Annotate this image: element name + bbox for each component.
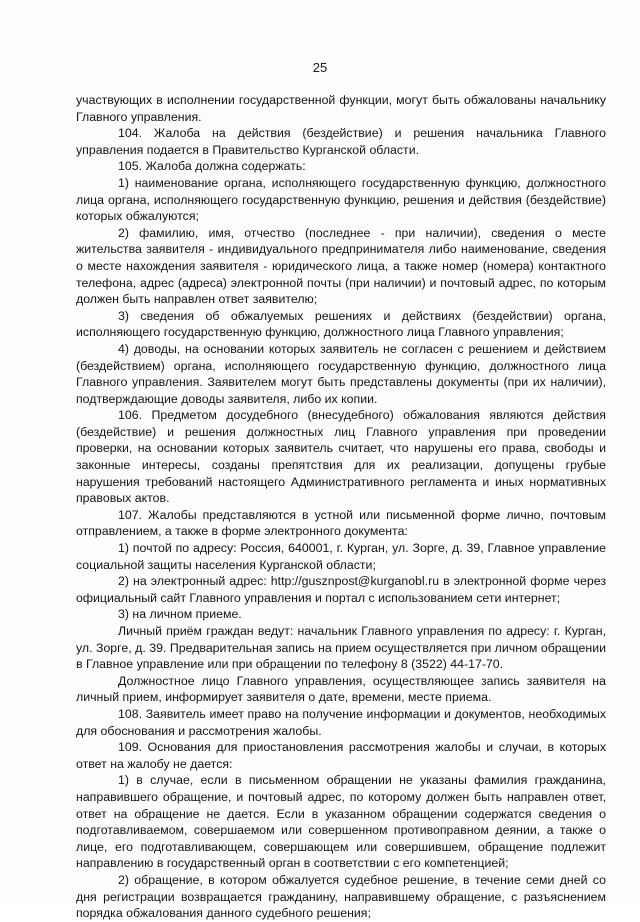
- paragraph-109-item-2: 2) обращение, в котором обжалуется судебное решение, в течение семи дней со дня регистрации возвращается гражданину, направившему обращение, с разъяснением порядка обжалования данного судебного решения;: [76, 872, 606, 921]
- paragraph-105-item-3: 3) сведения об обжалуемых решениях и действиях (бездействии) органа, исполняющего государственную функцию, должностного лица Главного управления;: [76, 308, 606, 340]
- paragraph-107: 107. Жалобы представляются в устной или письменной форме лично, почтовым отправлением, а также в форме электронного документа:: [76, 507, 606, 539]
- paragraph-continuation: участвующих в исполнении государственной функции, могут быть обжалованы начальнику Главного управления.: [76, 93, 606, 124]
- paragraph-105-item-2: 2) фамилию, имя, отчество (последнее - при наличии), сведения о месте жительства заявителя - индивидуального предпринимателя либо наименование, сведения о месте нахождения заявителя - юридического лица, а также номер (номера) контактного телефона, адрес (адреса) электронной почты (при наличии) и почтовый адрес, по которым должен быть направлен ответ заявителю;: [76, 225, 606, 307]
- paragraph-official-registration: Должностное лицо Главного управления, осуществляющее запись заявителя на личный прием, информирует заявителя о дате, времени, месте приема.: [76, 673, 606, 705]
- paragraph-personal-reception: Личный приём граждан ведут: начальник Главного управления по адресу: г. Курган, ул. Зорге, д. 39. Предварительная запись на прием осуществляется при личном обращении в Главное управление или при обращении по телефону 8 (3522) 44-17-70.: [76, 624, 606, 672]
- paragraph-107-item-3: 3) на личном приеме.: [118, 607, 242, 622]
- document-body: [76, 92, 606, 922]
- paragraph-108: 108. Заявитель имеет право на получение информации и документов, необходимых для обоснования и рассмотрения жалобы.: [76, 706, 606, 738]
- paragraph-105: 105. Жалоба должна содержать:: [118, 159, 306, 174]
- paragraph-105-item-4: 4) доводы, на основании которых заявитель не согласен с решением и действием (бездействием) органа, исполняющего государственную функцию, должностного лица Главного управления. Заявителем могут быть представлены документы (при их наличии), подтверждающие доводы заявителя, либо их копии.: [76, 341, 606, 406]
- page-number: 25: [312, 60, 328, 75]
- paragraph-107-item-2: 2) на электронный адрес: http://gusznpost@kurganobl.ru в электронной форме через официальный сайт Главного управления и портал с использованием сети интернет;: [76, 574, 606, 605]
- paragraph-104: 104. Жалоба на действия (бездействие) и решения начальника Главного управления подается в Правительство Курганской области.: [76, 126, 606, 157]
- paragraph-106: 106. Предметом досудебного (внесудебного) обжалования являются действия (бездействие) и решения должностных лиц Главного управления при проведении проверки, на основании которых заявитель считает, что нарушены его права, свободы и законные интересы, созданы препятствия для их реализации, допущены грубые нарушения требований настоящего Административного регламента и иных нормативных правовых актов.: [76, 408, 606, 506]
- paragraph-109: 109. Основания для приостановления рассмотрения жалобы и случаи, в которых ответ на жалобу не дается:: [76, 740, 606, 771]
- paragraph-105-item-1: 1) наименование органа, исполняющего государственную функцию, должностного лица органа, исполняющего государственную функцию, решения и действия (бездействие) которых обжалуются;: [76, 175, 606, 224]
- paragraph-109-item-1: 1) в случае, если в письменном обращении не указаны фамилия гражданина, направившего обращение, и почтовый адрес, по которому должен быть направлен ответ, ответ на обращение не дается. Если в указанном обращении содержатся сведения о подготавливаемом, совершаемом или совершенном противоправном деянии, а также о лице, его подготавливающем, совершающем или совершившем, обращение подлежит направлению в государственный орган в соответствии с его компетенцией;: [76, 773, 606, 871]
- paragraph-107-item-1: 1) почтой по адресу: Россия, 640001, г. Курган, ул. Зорге, д. 39, Главное управление социальной защиты населения Курганской области;: [76, 541, 606, 572]
